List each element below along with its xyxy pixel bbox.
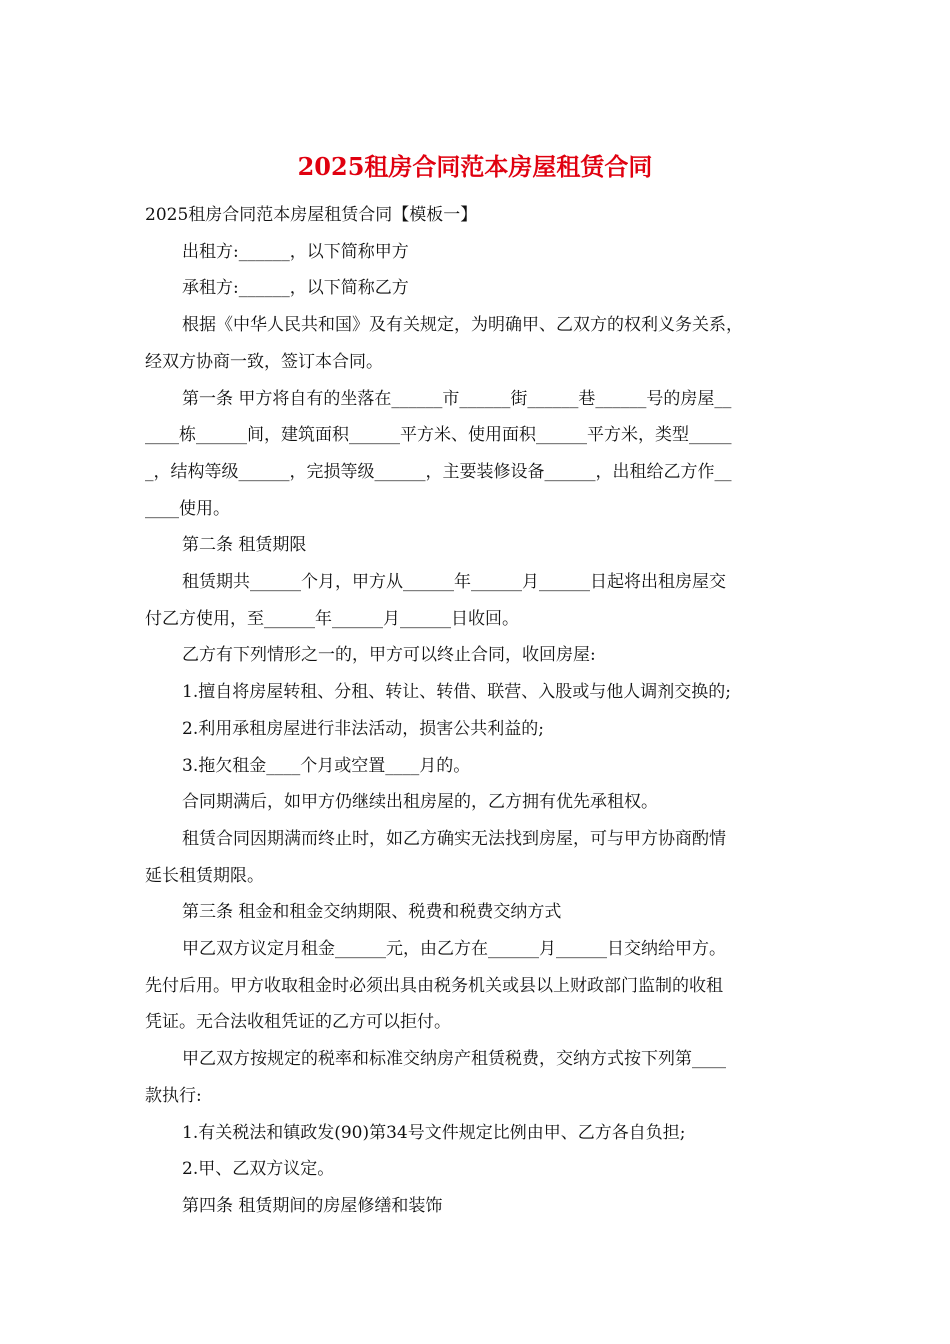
document-paragraph: 租赁期共______个月，甲方从______年______月______日起将出租房屋交 bbox=[182, 572, 726, 593]
document-paragraph: ____栋______间，建筑面积______平方米、使用面积______平方米，类型_____ bbox=[145, 425, 732, 446]
document-paragraph: 甲乙双方议定月租金______元，由乙方在______月______日交纳给甲方。 bbox=[182, 939, 726, 960]
document-paragraph: 甲乙双方按规定的税率和标准交纳房产租赁税费，交纳方式按下列第____ bbox=[182, 1049, 726, 1070]
document-paragraph: 3.拖欠租金____个月或空置____月的。 bbox=[182, 755, 471, 776]
document-paragraph: 经双方协商一致，签订本合同。 bbox=[145, 351, 383, 372]
document-paragraph: ____使用。 bbox=[145, 498, 230, 519]
document-paragraph: 租赁合同因期满而终止时，如乙方确实无法找到房屋，可与甲方协商酌情 bbox=[182, 828, 726, 849]
document-paragraph: 第四条 租赁期间的房屋修缮和装饰 bbox=[182, 1195, 443, 1216]
document-paragraph: 2.甲、乙双方议定。 bbox=[182, 1159, 335, 1180]
document-paragraph: 承租方:______，以下简称乙方 bbox=[182, 278, 409, 299]
document-paragraph: 凭证。无合法收租凭证的乙方可以拒付。 bbox=[145, 1012, 451, 1033]
document-paragraph: 乙方有下列情形之一的，甲方可以终止合同，收回房屋: bbox=[182, 645, 596, 666]
document-paragraph: 先付后用。甲方收取租金时必须出具由税务机关或县以上财政部门监制的收租 bbox=[145, 975, 723, 996]
document-paragraph: 2.利用承租房屋进行非法活动，损害公共利益的; bbox=[182, 718, 544, 739]
document-paragraph: 第三条 租金和租金交纳期限、税费和税费交纳方式 bbox=[182, 902, 562, 923]
document-body bbox=[145, 197, 810, 1225]
document-paragraph: 款执行: bbox=[145, 1085, 202, 1106]
document-paragraph: 付乙方使用，至______年______月______日收回。 bbox=[145, 608, 519, 629]
document-paragraph: 第二条 租赁期限 bbox=[182, 535, 307, 556]
document-paragraph: 第一条 甲方将自有的坐落在______市______街______巷______号的房屋__ bbox=[182, 388, 732, 409]
document-title: 2025租房合同范本房屋租赁合同 bbox=[297, 152, 653, 181]
document-paragraph: 1.有关税法和镇政发(90)第34号文件规定比例由甲、乙方各自负担; bbox=[182, 1122, 686, 1143]
document-paragraph: 1.擅自将房屋转租、分租、转让、转借、联营、入股或与他人调剂交换的; bbox=[182, 682, 731, 703]
document-paragraph: _，结构等级______，完损等级______，主要装修设备______，出租给乙方作__ bbox=[145, 461, 732, 482]
document-paragraph: 延长租赁期限。 bbox=[145, 865, 264, 886]
document-paragraph: 2025租房合同范本房屋租赁合同【模板一】 bbox=[145, 205, 478, 225]
document-paragraph: 根据《中华人民共和国》及有关规定，为明确甲、乙双方的权利义务关系， bbox=[182, 315, 743, 336]
document-paragraph: 出租方:______，以下简称甲方 bbox=[182, 241, 409, 262]
document-paragraph: 合同期满后，如甲方仍继续出租房屋的，乙方拥有优先承租权。 bbox=[182, 792, 658, 813]
